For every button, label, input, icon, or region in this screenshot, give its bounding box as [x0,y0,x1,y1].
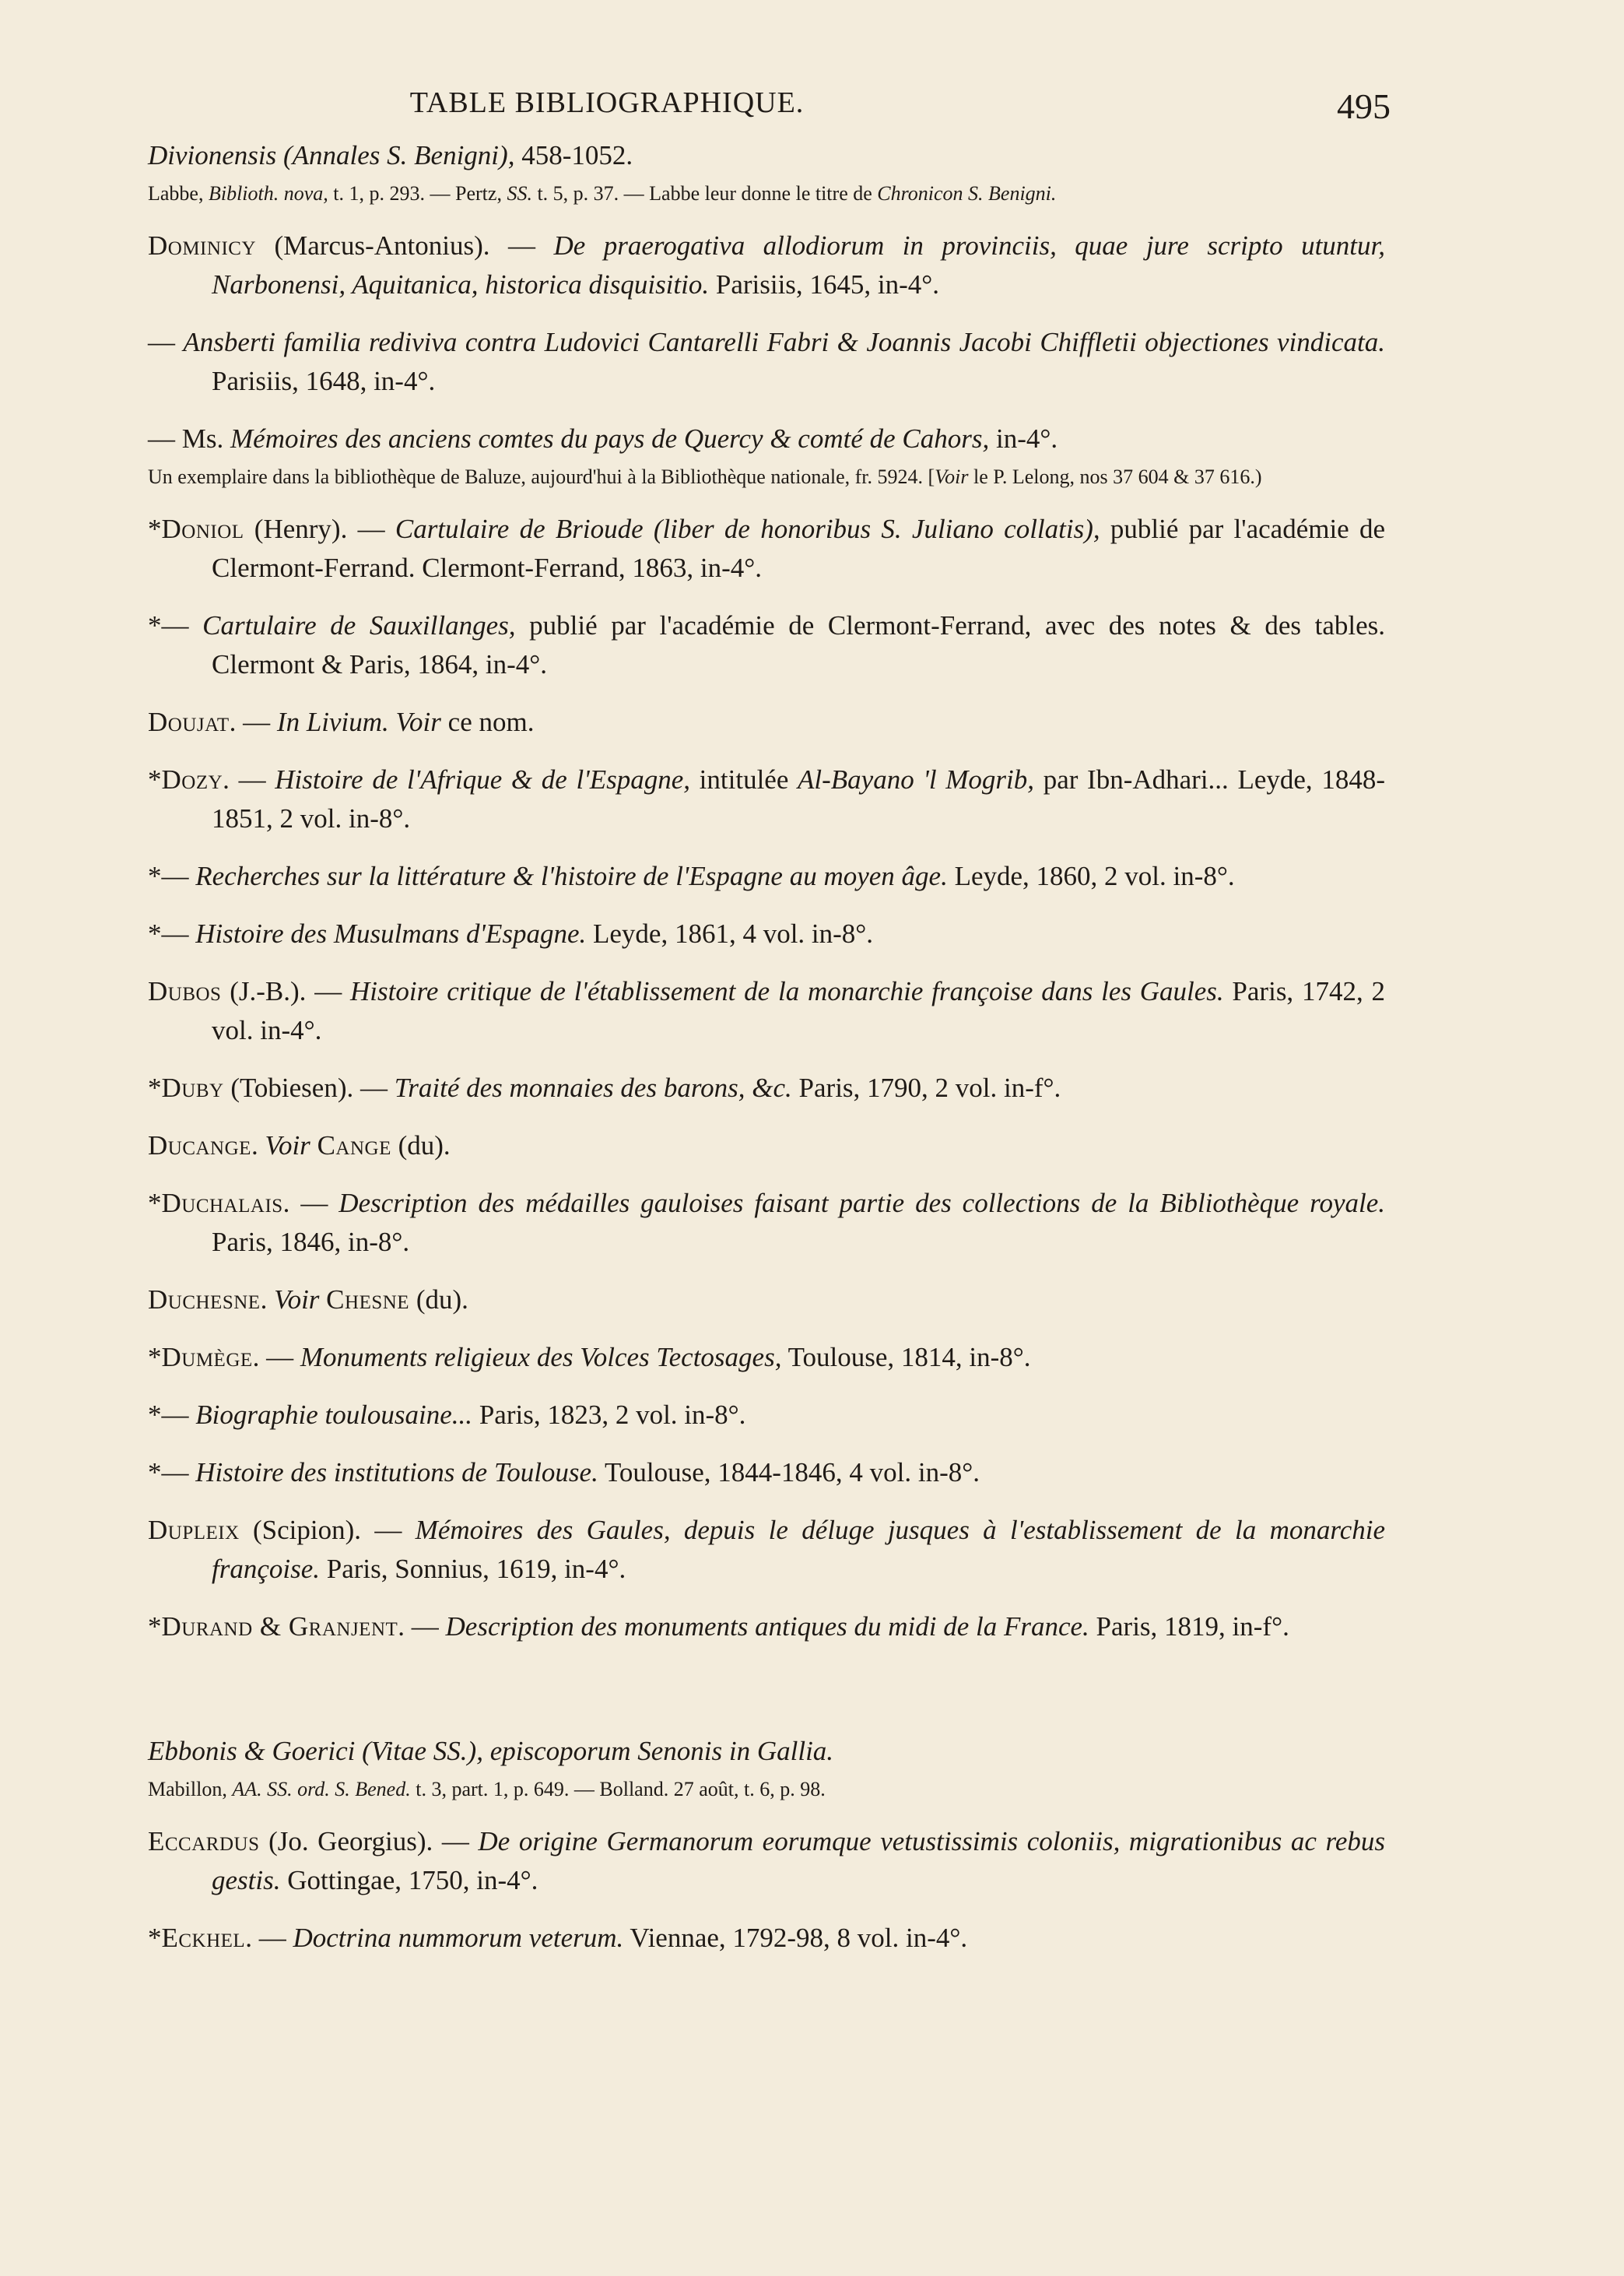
page-number: 495 [1337,86,1391,126]
entry-dominicy: Dominicy (Marcus-Antonius). — De praerogativa allodiorum in provinciis, quae jure scripto utuntur, Narbonensi, Aquitanica, historica disquisitio. Parisiis, 1645, in-4°. [148,230,1386,300]
cross-reference: Voir [265,1130,310,1161]
entry-eckhel: *Eckhel. — Doctrina nummorum veterum. Viennae, 1792-98, 8 vol. in-4°. [148,1923,968,1953]
author-name: Dozy [161,764,223,795]
entry-durand-granjent: *Durand & Granjent. — Description des monuments antiques du midi de la France. Paris, 1819, in-f°. [148,1611,1289,1642]
author-name: Eckhel [161,1923,246,1953]
work-title: Description des médailles gauloises faisant partie des collections de la Bibliothèque royale. [338,1188,1386,1218]
entry-dubos: Dubos (J.-B.). — Histoire critique de l'établissement de la monarchie françoise dans les Gaules. Paris, 1742, 2 vol. in-4°. [148,976,1385,1045]
entry-doniol-sauxillanges: *— Cartulaire de Sauxillanges, publié par l'académie de Clermont-Ferrand, avec des notes & des tables. Clermont & Paris, 1864, in-4°. [148,610,1385,680]
work-title: Cartulaire de Brioude (liber de honoribus S. Juliano collatis), [395,514,1100,544]
work-title: Biographie toulousaine... [195,1400,473,1430]
author-name: Ducange [148,1130,251,1161]
entry-dozy: *Dozy. — Histoire de l'Afrique & de l'Espagne, intitulée Al-Bayano 'l Mogrib, par Ibn-Adhari... Leyde, 1848-1851, 2 vol. in-8°. [148,764,1386,834]
entry-dupleix: Dupleix (Scipion). — Mémoires des Gaules, depuis le déluge jusques à l'establissement de la monarchie françoise. Paris, Sonnius, 1619, in-4°. [148,1515,1385,1584]
work-title: Mémoires des anciens comtes du pays de Quercy & comté de Cahors, [230,423,990,454]
work-title: Histoire des Musulmans d'Espagne. [195,918,587,949]
work-title: In Livium. Voir [276,707,441,737]
entry-dominicy-memoires: — Ms. Mémoires des anciens comtes du pays de Quercy & comté de Cahors, in-4°. Un exemplaire dans la bibliothèque de Baluze, aujourd'hui à la Bibliothèque nationale, fr. 5924. [Voir le P. Lelong, nos 37 604 & 37 616.) [148,420,1385,491]
entry-duchesne: Duchesne. Voir Chesne (du). [148,1284,468,1315]
entry-dozy-musulmans: *— Histoire des Musulmans d'Espagne. Leyde, 1861, 4 vol. in-8°. [148,918,874,949]
entry-note: Mabillon, AA. SS. ord. S. Bened. t. 3, part. 1, p. 649. — Bolland. 27 août, t. 6, p. 98. [148,1778,826,1800]
author-name: Duby [161,1073,224,1103]
author-name: Dumège [161,1342,253,1372]
cross-reference: Voir [274,1284,320,1315]
work-title: Traité des monnaies des barons, &c. [394,1073,792,1103]
entry-eccardus: Eccardus (Jo. Georgius). — De origine Germanorum eorumque vetustissimis coloniis, migrationibus ac rebus gestis. Gottingae, 1750, in-4°. [148,1826,1386,1895]
author-name: Duchesne [148,1284,261,1315]
work-title: De praerogativa allodiorum in provinciis, quae jure scripto utuntur, Narbonensi, Aquitanica, historica disquisitio. [212,230,1386,300]
entry-dumege: *Dumège. — Monuments religieux des Volces Tectosages, Toulouse, 1814, in-8°. [148,1342,1031,1372]
entry-divionensis: Divionensis (Annales S. Benigni), 458-1052. Labbe, Biblioth. nova, t. 1, p. 293. — Pertz, SS. t. 5, p. 37. — Labbe leur donne le titre de Chronicon S. Benigni. [148,136,1385,208]
work-title: Histoire critique de l'établissement de la monarchie françoise dans les Gaules. [350,976,1224,1006]
work-title: Divionensis (Annales S. Benigni), [148,140,515,170]
entry-doniol: *Doniol (Henry). — Cartulaire de Brioude (liber de honoribus S. Juliano collatis), publié par l'académie de Clermont-Ferrand. Clermont-Ferrand, 1863, in-4°. [148,514,1386,583]
work-title: Histoire des institutions de Toulouse. [195,1457,598,1487]
entry-ducange: Ducange. Voir Cange (du). [148,1130,451,1161]
author-name: Eccardus [148,1826,260,1856]
entry-dozy-recherches: *— Recherches sur la littérature & l'histoire de l'Espagne au moyen âge. Leyde, 1860, 2 vol. in-8°. [148,861,1235,891]
work-title: De origine Germanorum eorumque vetustissimis coloniis, migrationibus ac rebus gestis. [212,1826,1386,1895]
work-title: Ansberti familia rediviva contra Ludovici Cantarelli Fabri & Joannis Jacobi Chiffletii objectiones vindicata. [183,327,1385,357]
work-title: Ebbonis & Goerici (Vitae SS.), episcoporum Senonis in Gallia. [148,1736,834,1766]
entry-doujat: Doujat. — In Livium. Voir ce nom. [148,707,535,737]
author-name: Dupleix [148,1515,240,1545]
entry-duby: *Duby (Tobiesen). — Traité des monnaies des barons, &c. Paris, 1790, 2 vol. in-f°. [148,1073,1061,1103]
entry-dominicy-ansberti: — Ansberti familia rediviva contra Ludovici Cantarelli Fabri & Joannis Jacobi Chiffletii objectiones vindicata. Parisiis, 1648, in-4°. [148,327,1385,396]
entry-ebbonis [148,1732,1385,1804]
work-title: Monuments religieux des Volces Tectosages, [300,1342,782,1372]
running-title: TABLE BIBLIOGRAPHIQUE. [409,86,805,119]
work-title: Mémoires des Gaules, depuis le déluge jusques à l'establissement de la monarchie françoise. [212,1515,1385,1584]
work-title: Recherches sur la littérature & l'histoire de l'Espagne au moyen âge. [195,861,948,891]
entry-note: Labbe, Biblioth. nova, t. 1, p. 293. — Pertz, SS. t. 5, p. 37. — Labbe leur donne le titre de Chronicon S. Benigni. [148,182,1057,205]
work-title: Cartulaire de Sauxillanges, [202,610,516,641]
author-name: Doujat [148,707,230,737]
work-title: Description des monuments antiques du midi de la France. [445,1611,1089,1642]
author-name: Duchalais [161,1188,283,1218]
author-name: Dubos [148,976,222,1006]
entry-dumege-biographie: *— Biographie toulousaine... Paris, 1823, 2 vol. in-8°. [148,1400,746,1430]
author-name: Dominicy [148,230,256,261]
work-title: Histoire de l'Afrique & de l'Espagne, [275,764,691,795]
entry-note: Un exemplaire dans la bibliothèque de Baluze, aujourd'hui à la Bibliothèque nationale, fr. 5924. [Voir le P. Lelong, nos 37 604 & 37 616.) [148,465,1262,488]
entry-dumege-institutions: *— Histoire des institutions de Toulouse. Toulouse, 1844-1846, 4 vol. in-8°. [148,1457,980,1487]
author-name: Durand & Granjent [161,1611,398,1642]
author-name: Doniol [161,514,244,544]
page-header [0,78,1624,125]
work-title: Doctrina nummorum veterum. [293,1923,624,1953]
bibliography-list [148,136,1385,1958]
entry-duchalais: *Duchalais. — Description des médailles gauloises faisant partie des collections de la Bibliothèque royale. Paris, 1846, in-8°. [148,1188,1386,1257]
